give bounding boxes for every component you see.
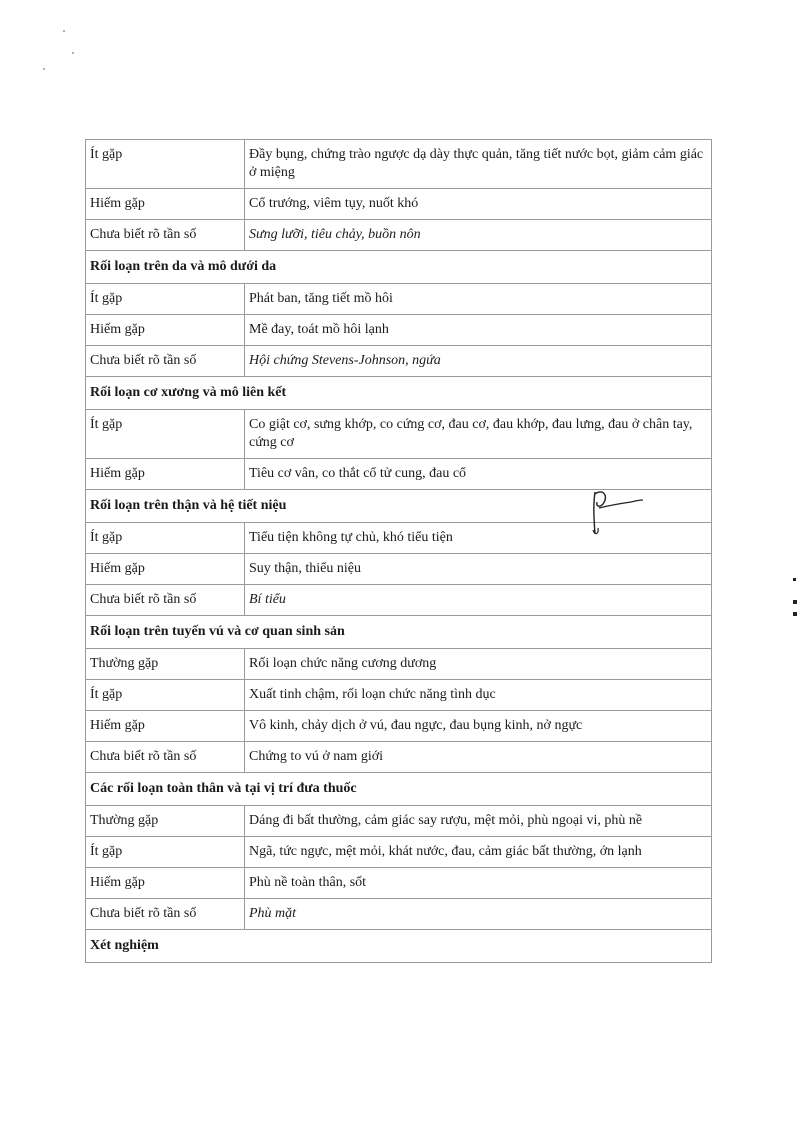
scan-edge-mark	[793, 578, 796, 581]
section-title: Rối loạn trên da và mô dưới da	[86, 251, 712, 284]
table-row	[86, 711, 712, 742]
frequency-cell: Hiếm gặp	[86, 868, 245, 899]
table-row	[86, 837, 712, 868]
effect-cell: Xuất tinh chậm, rối loạn chức năng tình dục	[245, 680, 712, 711]
effect-cell: Tiểu tiện không tự chủ, khó tiểu tiện	[245, 523, 712, 554]
table-row	[86, 459, 712, 490]
effect-cell: Suy thận, thiểu niệu	[245, 554, 712, 585]
effect-cell: Tiêu cơ vân, co thắt cổ tử cung, đau cổ	[245, 459, 712, 490]
effect-cell: Phù mặt	[245, 899, 712, 930]
section-title: Rối loạn trên thận và hệ tiết niệu	[86, 490, 712, 523]
frequency-cell: Hiếm gặp	[86, 554, 245, 585]
effect-cell: Ngã, tức ngực, mệt mỏi, khát nước, đau, cảm giác bất thường, ớn lạnh	[245, 837, 712, 868]
scan-edge-mark	[793, 600, 797, 604]
scan-speck	[63, 30, 65, 32]
table-row	[86, 899, 712, 930]
frequency-cell: Chưa biết rõ tần số	[86, 742, 245, 773]
frequency-cell: Ít gặp	[86, 140, 245, 189]
table-row	[86, 742, 712, 773]
frequency-cell: Chưa biết rõ tần số	[86, 220, 245, 251]
table-row	[86, 806, 712, 837]
frequency-cell: Hiếm gặp	[86, 711, 245, 742]
table-row	[86, 410, 712, 459]
effect-cell: Phát ban, tăng tiết mồ hôi	[245, 284, 712, 315]
handwritten-signature	[585, 486, 645, 538]
frequency-cell: Chưa biết rõ tần số	[86, 346, 245, 377]
section-title: Rối loạn cơ xương và mô liên kết	[86, 377, 712, 410]
frequency-cell: Hiếm gặp	[86, 189, 245, 220]
table-body	[86, 140, 712, 963]
frequency-cell: Hiếm gặp	[86, 459, 245, 490]
section-header-row	[86, 616, 712, 649]
table-row	[86, 585, 712, 616]
section-header-row	[86, 251, 712, 284]
frequency-cell: Ít gặp	[86, 837, 245, 868]
effect-cell: Dáng đi bất thường, cảm giác say rượu, mệt mỏi, phù ngoại vi, phù nề	[245, 806, 712, 837]
scan-speck	[43, 68, 45, 70]
frequency-cell: Chưa biết rõ tần số	[86, 585, 245, 616]
scan-speck	[72, 52, 74, 54]
adverse-reactions-table	[85, 139, 712, 963]
effect-cell: Hội chứng Stevens-Johnson, ngứa	[245, 346, 712, 377]
effect-cell: Co giật cơ, sưng khớp, co cứng cơ, đau cơ, đau khớp, đau lưng, đau ở chân tay, cứng cơ	[245, 410, 712, 459]
effect-cell: Đầy bụng, chứng trào ngược dạ dày thực quản, tăng tiết nước bọt, giảm cảm giác ở miệng	[245, 140, 712, 189]
section-header-row	[86, 377, 712, 410]
frequency-cell: Thường gặp	[86, 806, 245, 837]
section-header-row	[86, 930, 712, 963]
effect-cell: Sưng lưỡi, tiêu chảy, buồn nôn	[245, 220, 712, 251]
table-row	[86, 140, 712, 189]
table-row	[86, 649, 712, 680]
effect-cell: Bí tiểu	[245, 585, 712, 616]
frequency-cell: Thường gặp	[86, 649, 245, 680]
effect-cell: Chứng to vú ở nam giới	[245, 742, 712, 773]
frequency-cell: Ít gặp	[86, 680, 245, 711]
frequency-cell: Hiếm gặp	[86, 315, 245, 346]
effect-cell: Cổ trướng, viêm tụy, nuốt khó	[245, 189, 712, 220]
effect-cell: Mề đay, toát mồ hôi lạnh	[245, 315, 712, 346]
frequency-cell: Ít gặp	[86, 284, 245, 315]
table-row	[86, 346, 712, 377]
scan-edge-mark	[793, 612, 797, 616]
table-row	[86, 554, 712, 585]
table-row	[86, 315, 712, 346]
frequency-cell: Chưa biết rõ tần số	[86, 899, 245, 930]
section-title: Các rối loạn toàn thân và tại vị trí đưa thuốc	[86, 773, 712, 806]
effect-cell: Rối loạn chức năng cương dương	[245, 649, 712, 680]
table-row	[86, 189, 712, 220]
table-row	[86, 868, 712, 899]
section-title: Xét nghiệm	[86, 930, 712, 963]
frequency-cell: Ít gặp	[86, 523, 245, 554]
effect-cell: Vô kinh, chảy dịch ở vú, đau ngực, đau bụng kinh, nở ngực	[245, 711, 712, 742]
table-row	[86, 284, 712, 315]
section-header-row	[86, 773, 712, 806]
section-title: Rối loạn trên tuyến vú và cơ quan sinh sản	[86, 616, 712, 649]
table-row	[86, 680, 712, 711]
table-row	[86, 220, 712, 251]
effect-cell: Phù nề toàn thân, sốt	[245, 868, 712, 899]
frequency-cell: Ít gặp	[86, 410, 245, 459]
